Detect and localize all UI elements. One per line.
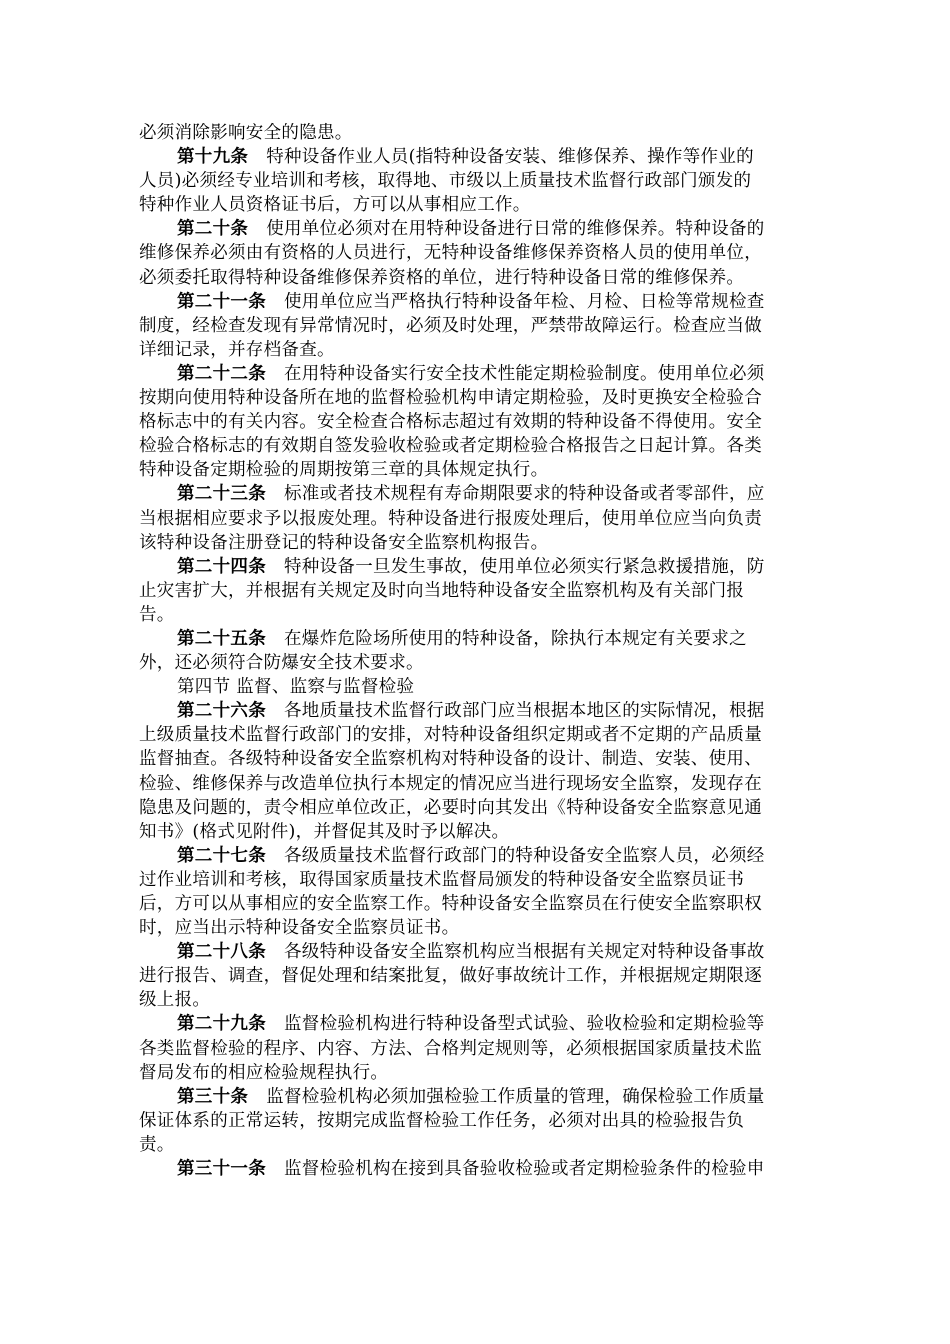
article-first-line	[139, 482, 813, 506]
section-heading: 第四节 监督、监察与监督检验	[177, 677, 415, 698]
paragraph-line: 止灾害扩大，并根据有关规定及时向当地特种设备安全监察机构及有关部门报	[139, 580, 745, 601]
paragraph-line: 进行报告、调查，督促处理和结案批复，做好事故统计工作，并根据规定期限逐	[139, 966, 762, 987]
paragraph-line: 督局发布的相应检验规程执行。	[139, 1062, 389, 1083]
paragraph-line: 必须消除影响安全的隐患。	[139, 123, 353, 143]
article-first-line	[139, 844, 813, 868]
article-first-line	[139, 1157, 813, 1181]
paragraph-line: 知书》(格式见附件)，并督促其及时予以解决。	[139, 821, 510, 842]
article-first-line	[139, 555, 813, 579]
paragraph-line: 该特种设备注册登记的特种设备安全监察机构报告。	[139, 532, 549, 553]
article-text: 特种设备一旦发生事故，使用单位必须实行紧急救援措施，防	[284, 556, 765, 577]
article-text: 监督检验机构在接到具备验收检验或者定期检验条件的检验申	[284, 1159, 765, 1180]
paragraph-line: 检验合格标志的有效期自签发验收检验或者定期检验合格报告之日起计算。各类	[139, 436, 762, 457]
article-first-line	[139, 627, 813, 651]
article-first-line	[139, 362, 813, 386]
article-number: 第二十三条	[177, 484, 266, 505]
paragraph-line: 格标志中的有关内容。安全检查合格标志超过有效期的特种设备不得使用。安全	[139, 412, 762, 433]
article-text: 使用单位应当严格执行特种设备年检、月检、日检等常规检查	[284, 291, 765, 312]
article-number: 第二十九条	[177, 1014, 266, 1035]
article-text: 各级特种设备安全监察机构应当根据有关规定对特种设备事故	[284, 942, 765, 963]
article-number: 第十九条	[177, 147, 249, 168]
paragraph-line: 制度，经检查发现有异常情况时，必须及时处理，严禁带故障运行。检查应当做	[139, 315, 762, 336]
article-first-line	[139, 145, 813, 169]
article-number: 第三十一条	[177, 1159, 266, 1180]
article-text: 在爆炸危险场所使用的特种设备，除执行本规定有关要求之	[284, 628, 747, 649]
article-first-line	[139, 290, 813, 314]
article-first-line	[139, 1085, 813, 1109]
paragraph-line: 监督抽查。各级特种设备安全监察机构对特种设备的设计、制造、安装、使用、	[139, 749, 762, 770]
article-number: 第二十五条	[177, 628, 266, 649]
paragraph-line: 各类监督检验的程序、内容、方法、合格判定规则等，必须根据国家质量技术监	[139, 1038, 762, 1059]
paragraph-line: 外，还必须符合防爆安全技术要求。	[139, 653, 424, 674]
paragraph-line: 隐患及问题的，责令相应单位改正，必要时向其发出《特种设备安全监察意见通	[139, 797, 762, 818]
paragraph-line: 级上报。	[139, 990, 211, 1011]
paragraph-line: 按期向使用特种设备所在地的监督检验机构申请定期检验，及时更换安全检验合	[139, 388, 762, 409]
article-number: 第二十四条	[177, 556, 266, 577]
article-text: 在用特种设备实行安全技术性能定期检验制度。使用单位必须	[284, 363, 765, 384]
article-first-line	[139, 217, 813, 241]
article-number: 第三十条	[177, 1086, 249, 1107]
article-first-line	[139, 940, 813, 964]
paragraph-line: 时，应当出示特种设备安全监察员证书。	[139, 918, 460, 939]
paragraph-line: 后，方可以从事相应的安全监察工作。特种设备安全监察员在行使安全监察职权	[139, 894, 762, 914]
paragraph-line: 特种作业人员资格证书后，方可以从事相应工作。	[139, 195, 531, 216]
article-number: 第二十七条	[177, 845, 266, 866]
paragraph-line: 上级质量技术监督行政部门的安排，对特种设备组织定期或者不定期的产品质量	[139, 725, 762, 746]
article-first-line	[139, 699, 813, 723]
document-body	[139, 121, 813, 1181]
article-first-line	[139, 1012, 813, 1036]
paragraph-line: 特种设备定期检验的周期按第三章的具体规定执行。	[139, 460, 549, 481]
article-number: 第二十一条	[177, 291, 266, 312]
article-text: 监督检验机构进行特种设备型式试验、验收检验和定期检验等	[284, 1014, 765, 1035]
paragraph-line: 详细记录，并存档备查。	[139, 339, 335, 360]
article-text: 标准或者技术规程有寿命期限要求的特种设备或者零部件，应	[284, 484, 765, 505]
article-number: 第二十二条	[177, 363, 266, 384]
paragraph-line: 过作业培训和考核，取得国家质量技术监督局颁发的特种设备安全监察员证书	[139, 869, 745, 890]
paragraph-line: 检验、维修保养与改造单位执行本规定的情况应当进行现场安全监察，发现存在	[139, 773, 762, 794]
paragraph-line: 责。	[139, 1134, 175, 1155]
article-number: 第二十八条	[177, 942, 266, 963]
article-text: 使用单位必须对在用特种设备进行日常的维修保养。特种设备的	[266, 219, 765, 240]
paragraph-line: 维修保养必须由有资格的人员进行，无特种设备维修保养资格人员的使用单位，	[139, 243, 762, 264]
paragraph-line: 保证体系的正常运转，按期完成监督检验工作任务，必须对出具的检验报告负	[139, 1110, 745, 1131]
article-text: 特种设备作业人员(指特种设备安装、维修保养、操作等作业的	[266, 147, 754, 168]
paragraph-line: 必须委托取得特种设备维修保养资格的单位，进行特种设备日常的维修保养。	[139, 267, 745, 288]
paragraph-line: 人员)必须经专业培训和考核，取得地、市级以上质量技术监督行政部门颁发的	[139, 171, 752, 192]
article-text: 监督检验机构必须加强检验工作质量的管理，确保检验工作质量	[266, 1086, 765, 1107]
article-text: 各级质量技术监督行政部门的特种设备安全监察人员，必须经	[284, 845, 765, 866]
article-text: 各地质量技术监督行政部门应当根据本地区的实际情况，根据	[284, 701, 765, 722]
paragraph-line: 告。	[139, 604, 175, 625]
article-number: 第二十条	[177, 219, 249, 240]
paragraph-line: 当根据相应要求予以报废处理。特种设备进行报废处理后，使用单位应当向负责	[139, 508, 762, 529]
article-number: 第二十六条	[177, 701, 266, 722]
